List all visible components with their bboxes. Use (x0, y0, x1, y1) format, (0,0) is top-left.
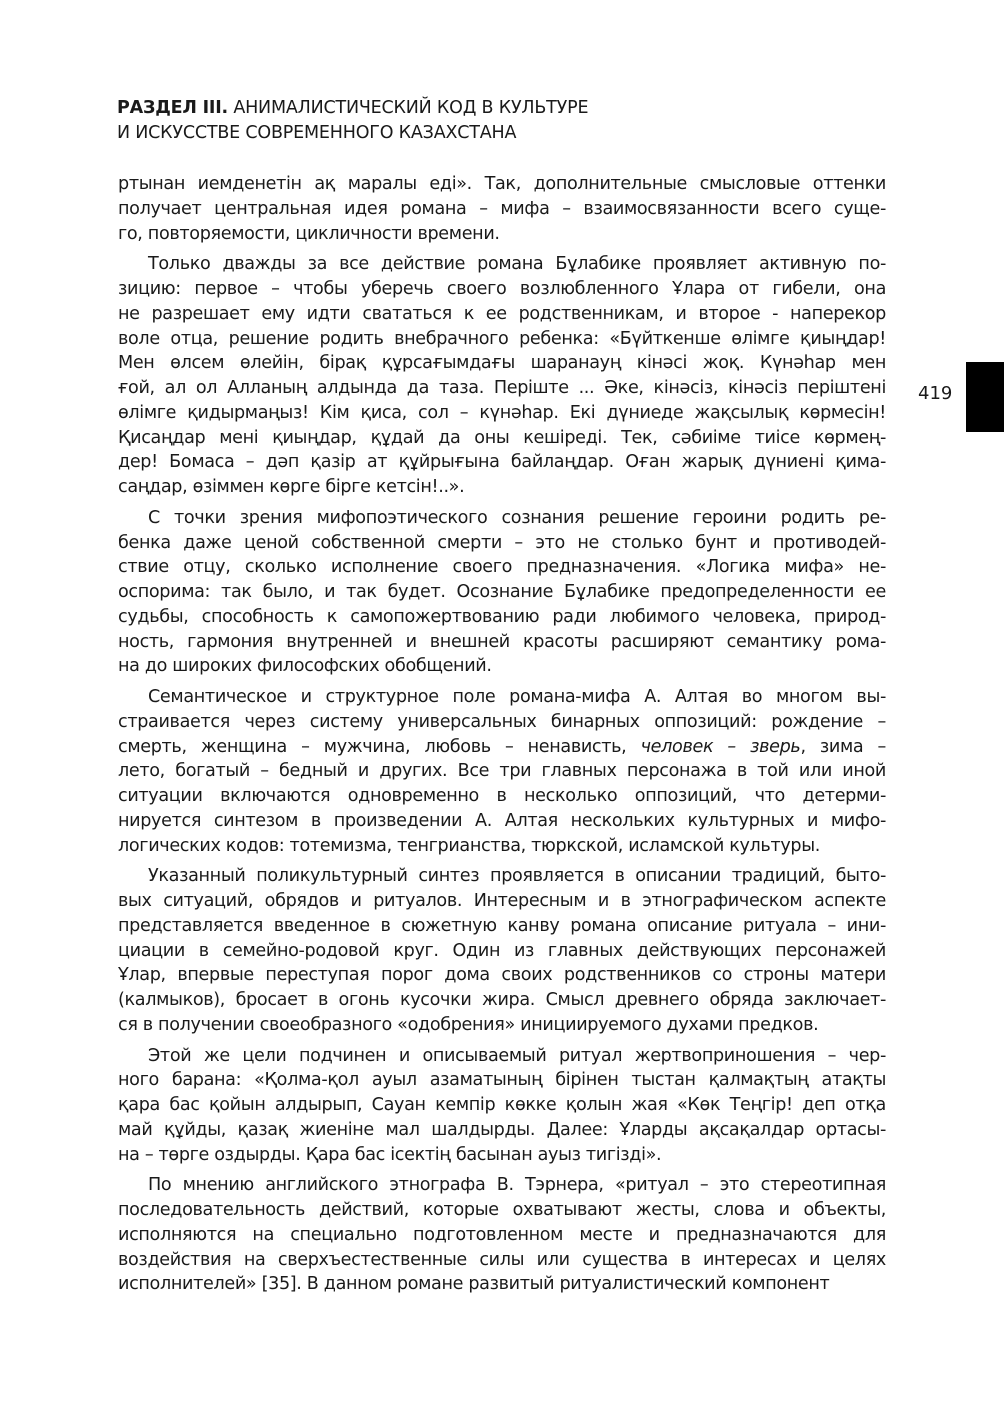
text-line: ситуации включаются одновременно в несколько оппозиций, что детерми- (118, 786, 886, 806)
text-line: (калмыков), бросает в огонь кусочки жира. Смысл древнего обряда заключает- (118, 990, 886, 1010)
text-line: По мнению английского этнографа В. Тэрнера, «ритуал – это стереотипная (148, 1175, 886, 1196)
text-line: С точки зрения мифопоэтического сознания решение героини родить ре- (148, 507, 886, 528)
text-line: ся в получении своеобразного «одобрения» инициируемого духами предков. (118, 1014, 819, 1035)
paragraph (118, 506, 886, 679)
text-line: ғой, ал ол Алланың алдында да таза. Періште ... Әке, кінәсіз, кінәсіз періштені (118, 378, 886, 398)
running-header (117, 96, 817, 146)
section-label: РАЗДЕЛ III. (117, 98, 228, 118)
text-line: го, повторяемости, цикличности времени. (118, 223, 500, 244)
text-line: нируется синтезом в произведении А. Алтая нескольких культурных и мифо- (118, 810, 886, 831)
text-line: дер! Бомаса – дәп қазір ат құйрығына байлаңдар. Оған жарық дүниені қима- (118, 452, 886, 473)
text-line: саңдар, өзіммен көрге бірге кетсін!..». (118, 477, 465, 497)
text-line: оспорима: так было, и так будет. Осознание Бұлабике предопределенности ее (118, 582, 886, 602)
text-line: страивается через систему универсальных бинарных оппозиций: рождение – (118, 711, 886, 732)
text-line: Только дважды за все действие романа Бұлабике проявляет активную по- (148, 254, 886, 275)
text-line: Ұлар, впервые переступая порог дома своих родственников со строны матери (118, 965, 886, 986)
paragraph (118, 252, 886, 500)
text-line: судьбы, способность к самопожертвованию ради любимого человека, природ- (118, 606, 886, 627)
header-line-1 (117, 96, 817, 121)
text-line: исполняются на специально подготовленном месте и предназначаются для (118, 1224, 886, 1245)
text-line: лето, богатый – бедный и других. Все три главных персонажа в той или иной (118, 761, 886, 782)
paragraph (118, 172, 886, 246)
text-line: май құйды, қазақ жиеніне мал шалдырды. Далее: Ұларды ақсақалдар ортасы- (118, 1119, 886, 1140)
text-line: ного барана: «Қолма-қол ауыл азаматының бірінен тыстан қалмақтың атақты (118, 1070, 886, 1091)
text-line: ность, гармония внутренней и внешней красоты расширяют семантику рома- (118, 631, 886, 652)
text-line: логических кодов: тотемизма, тенгрианства, тюркской, исламской культуры. (118, 835, 821, 856)
text-line: получает центральная идея романа – мифа – взаимосвязанности всего суще- (118, 198, 886, 219)
text-line: Указанный поликультурный синтез проявляется в описании традиций, быто- (148, 866, 886, 887)
text-line: ствие отцу, сколько исполнение своего предназначения. «Логика мифа» не- (118, 557, 886, 578)
text-line: вых ситуаций, обрядов и ритуалов. Интересным и в этнографическом аспекте (118, 891, 886, 911)
text-line: Қисаңдар мені қиыңдар, құдай да оны кешіреді. Тек, сәбиіме тиісе көрмең- (118, 427, 886, 448)
body-text (118, 172, 886, 1297)
text-line: не разрешает ему идти свататься к ее родственникам, и второе - наперекор (118, 303, 886, 324)
text-line: смерть, женщина – мужчина, любовь – ненависть, человек – зверь, зима – (118, 736, 886, 757)
italic-phrase: человек – зверь (640, 736, 801, 757)
header-line-2: И ИСКУССТВЕ СОВРЕМЕННОГО КАЗАХСТАНА (117, 123, 517, 143)
text-line: қара бас қойын алдырып, Сауан кемпір көкке қолын жая «Көк Теңгір! деп отқа (118, 1095, 886, 1115)
paragraph (118, 864, 886, 1037)
text-line: Семантическое и структурное поле романа-мифа А. Алтая во многом вы- (148, 687, 886, 707)
paragraph (118, 1044, 886, 1168)
text-line: на – төрге оздырды. Қара бас ісектің басынан ауыз тигізді». (118, 1144, 662, 1165)
text-line: последовательность действий, которые охватывают жесты, слова и объекты, (118, 1200, 886, 1220)
paragraph (118, 685, 886, 858)
text-line: на до широких философских обобщений. (118, 656, 492, 677)
text-line: воле отца, решение родить внебрачного ребенка: «Бүйткенше өлімге қиыңдар! (118, 328, 886, 349)
text-line: Мен өлсем өлейін, бірақ құрсағымдағы шаранаyң кінәсі жоқ. Күнәһар мен (118, 353, 886, 374)
page-number: 419 (918, 383, 953, 404)
paragraph (118, 1173, 886, 1297)
text-line: циации в семейно-родовой круг. Один из главных действующих персонажей (118, 940, 886, 961)
text-line: ртынан иемденетін ақ маралы еді». Так, дополнительные смысловые оттенки (118, 174, 886, 194)
text-line: бенка даже ценой собственной смерти – это не столько бунт и противодей- (118, 532, 886, 553)
text-line: воздействия на сверхъестественные силы или существа в интересах и целях (118, 1249, 886, 1270)
text-line: исполнителей» [35]. В данном романе развитый ритуалистический компонент (118, 1274, 830, 1295)
side-thumb-tab (966, 362, 1004, 432)
text-line: представляется введенное в сюжетную канву романа описание ритуала – ини- (118, 915, 886, 936)
text-line: зицию: первое – чтобы уберечь своего возлюбленного Ұлара от гибели, она (118, 279, 886, 299)
text-line: өлімге қидырмаңыз! Кім қиса, сол – күнәһар. Екі дүниеде жақсылық көрмесін! (118, 402, 886, 423)
text-line: Этой же цели подчинен и описываемый ритуал жертвоприношения – чер- (148, 1045, 886, 1066)
section-title-part-1: АНИМАЛИСТИЧЕСКИЙ КОД В КУЛЬТУРЕ (233, 98, 589, 118)
